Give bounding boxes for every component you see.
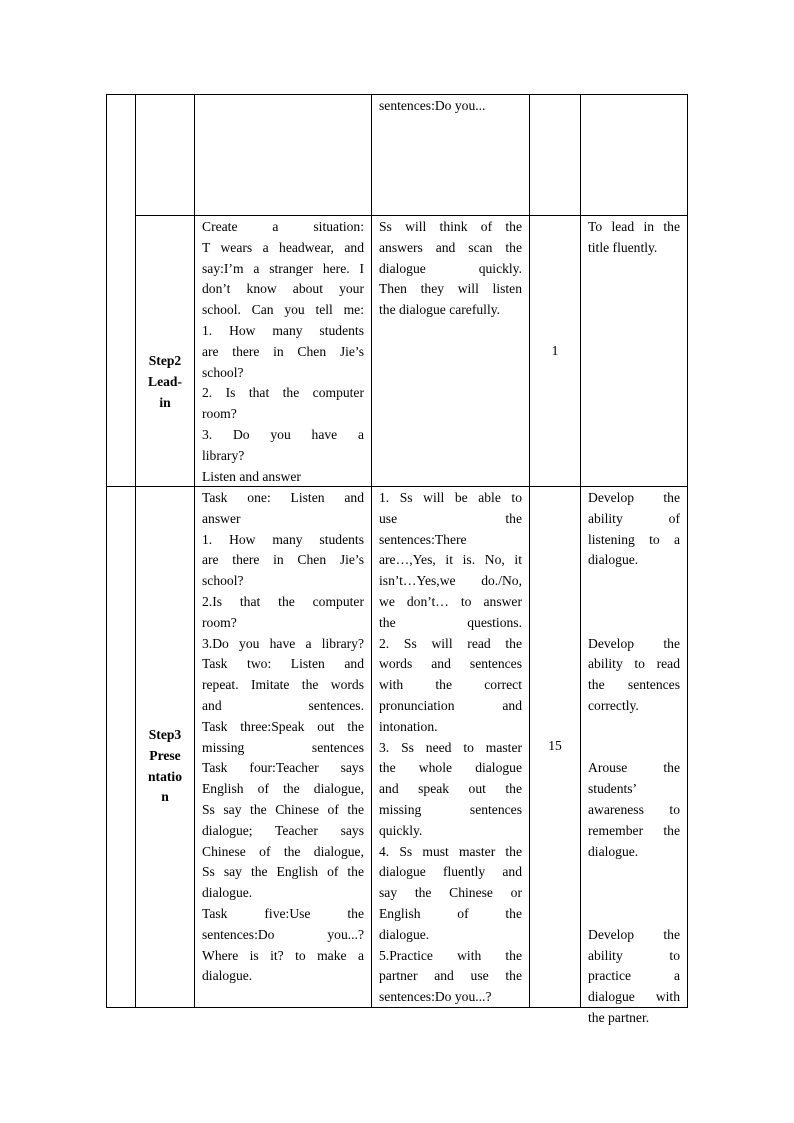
text-line: Task five:Use the [202, 905, 364, 921]
text-line: Task three:Speak out the [202, 718, 364, 734]
text-line: Ss say the English of the [202, 864, 364, 880]
text-line [588, 592, 680, 613]
text-line: ntatio [148, 768, 182, 784]
text-line: the whole dialogue [379, 760, 522, 776]
step2-time: 1 [551, 343, 559, 358]
text-line: missing sentences [379, 801, 522, 817]
text-line: Task two: Listen and [202, 656, 364, 672]
text-line: Lead- [148, 373, 182, 389]
row-divider [106, 486, 688, 487]
text-line: 4. Ss must master the [379, 843, 522, 859]
text-line [588, 738, 680, 759]
text-line: in [159, 394, 171, 410]
text-line: sentences:Do you...? [202, 926, 364, 942]
text-line: Ss say the Chinese of the [202, 801, 364, 817]
column-divider [529, 94, 530, 1008]
text-line: say the Chinese or [379, 885, 522, 901]
text-line [588, 613, 680, 634]
text-line: the sentences [588, 677, 680, 693]
text-line: ability to [588, 947, 680, 963]
text-line: Create a situation: [202, 219, 364, 234]
text-line: listening to a [588, 531, 680, 547]
text-line: 2. Is that the computer [202, 385, 364, 401]
text-line: 3.Do you have a library? [202, 635, 364, 651]
text-line: To lead in the [588, 219, 680, 234]
text-line: sentences:Do you...? [379, 989, 492, 1005]
text-line: repeat. Imitate the words [202, 677, 364, 693]
text-line: title fluently. [588, 239, 658, 255]
text-line: 1. How many students [202, 322, 364, 338]
text-line: partner and use the [379, 968, 522, 984]
text-line [588, 717, 680, 738]
text-line: Develop the [588, 635, 680, 651]
text-line: n [161, 789, 169, 805]
step3-purpose [588, 488, 680, 1029]
column-divider [371, 94, 372, 1008]
text-line: dialogue. [379, 926, 430, 942]
text-line: pronunciation and [379, 697, 522, 713]
text-line: dialogue. [202, 968, 253, 984]
text-line: dialogue. [588, 552, 639, 568]
text-line: ability of [588, 510, 680, 526]
text-line: the partner. [588, 1009, 650, 1025]
text-line: 5.Practice with the [379, 947, 522, 963]
table-border-right [687, 94, 688, 1008]
text-line: with the correct [379, 677, 522, 693]
step3-label [136, 725, 194, 808]
text-line [588, 904, 680, 925]
column-divider [135, 94, 136, 1008]
text-line: Step3 [148, 727, 182, 742]
text-line: dialogue. [588, 843, 639, 859]
text-line: room? [202, 406, 237, 422]
text-line: awareness to [588, 801, 680, 817]
table-border-left [106, 94, 107, 1008]
column-divider [580, 94, 581, 1008]
text-line: correctly. [588, 697, 639, 713]
text-line: missing sentences [202, 739, 364, 755]
text-line: Develop the [588, 926, 680, 942]
text-line: isn’t…Yes,we do./No, [379, 573, 522, 589]
text-line: Chinese of the dialogue, [202, 843, 364, 859]
text-line: dialogue; Teacher says [202, 822, 364, 838]
text-line: are…,Yes, it is. No, it [379, 552, 522, 568]
text-line: Ss will think of the [379, 219, 522, 234]
text-line: T wears a headwear, and [202, 239, 364, 255]
text-line: 2.Is that the computer [202, 593, 364, 609]
step2-purpose [588, 217, 680, 259]
table-border-top [106, 94, 688, 95]
text-line: Listen and answer [202, 468, 301, 484]
text-line: 1. How many students [202, 531, 364, 547]
text-line: dialogue quickly. [379, 260, 522, 276]
text-line: English of the dialogue, [202, 781, 364, 797]
step2-label [136, 351, 194, 413]
text-line: school? [202, 364, 244, 380]
text-line: Task one: Listen and [202, 490, 364, 505]
text-line: we don’t… to answer [379, 593, 522, 609]
text-line: answers and scan the [379, 239, 522, 255]
text-line [588, 883, 680, 904]
text-line: Step2 [148, 353, 182, 368]
text-line: are there in Chen Jie’s [202, 343, 364, 359]
text-line: room? [202, 614, 237, 630]
text-line: and sentences. [202, 697, 364, 713]
text-line: dialogue. [202, 885, 253, 901]
text-line: Develop the [588, 490, 680, 505]
row1-student-activity [379, 96, 521, 117]
step3-teacher-activity [202, 488, 364, 987]
text-line: remember the [588, 822, 680, 838]
column-divider [194, 94, 195, 1008]
text-line: are there in Chen Jie’s [202, 552, 364, 568]
text-line: Task four:Teacher says [202, 760, 364, 776]
text-line: English of the [379, 905, 522, 921]
text-line: ability to read [588, 656, 680, 672]
text-line: Arouse the [588, 760, 680, 776]
lesson-plan-table [106, 94, 688, 1025]
text-line: 2. Ss will read the [379, 635, 522, 651]
text-line: the dialogue carefully. [379, 302, 501, 318]
text-line: practice a [588, 968, 680, 984]
text-line: 3. Do you have a [202, 426, 364, 442]
row-divider [135, 215, 688, 216]
text-line: 1. Ss will be able to [379, 490, 522, 505]
text-line: quickly. [379, 822, 423, 838]
text-line: sentences:There [379, 531, 467, 547]
text-line: library? [202, 447, 245, 463]
text-line: Prese [149, 747, 181, 763]
text-line [588, 571, 680, 592]
text-line: school. Can you tell me: [202, 302, 364, 318]
text-line: 3. Ss need to master [379, 739, 522, 755]
text-line: Where is it? to make a [202, 947, 364, 963]
step2-teacher-activity [202, 217, 364, 487]
text-line: school? [202, 573, 244, 589]
step2-student-activity [379, 217, 522, 321]
text-line: use the [379, 510, 522, 526]
text-line: Then they will listen [379, 281, 522, 297]
text-line: answer [202, 510, 241, 526]
text-line: don’t know about your [202, 281, 364, 297]
text-line [588, 862, 680, 883]
text-line: and speak out the [379, 781, 522, 797]
text-line: students’ [588, 781, 638, 797]
text-line: dialogue fluently and [379, 864, 522, 880]
text-line: dialogue with [588, 989, 680, 1005]
text-line: intonation. [379, 718, 438, 734]
step3-student-activity [379, 488, 522, 1008]
text-line: words and sentences [379, 656, 522, 672]
text-line: sentences:Do you... [379, 98, 486, 113]
step3-time: 15 [548, 738, 562, 753]
text-line: the questions. [379, 614, 522, 630]
text-line: say:I’m a stranger here. I [202, 260, 364, 276]
